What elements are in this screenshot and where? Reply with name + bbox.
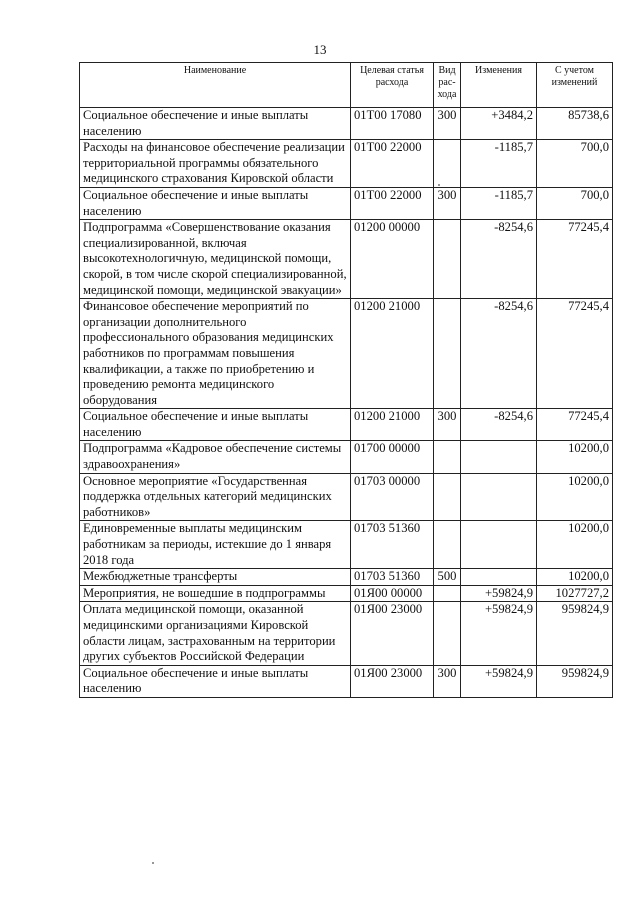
cell-target-article: 01Я00 23000: [351, 665, 434, 697]
scan-speck: [438, 184, 440, 186]
header-total-with-changes: С учетом изменений: [537, 63, 613, 108]
cell-change: -1185,7: [461, 140, 537, 188]
cell-change: -8254,6: [461, 409, 537, 441]
cell-name: Подпрограмма «Кадровое обеспечение системы здравоохранения»: [80, 441, 351, 473]
page-number: 13: [313, 42, 327, 57]
cell-expense-type: [434, 473, 461, 521]
cell-total: 77245,4: [537, 299, 613, 409]
table-row: [80, 441, 613, 473]
table-row: [80, 521, 613, 569]
cell-target-article: 01200 21000: [351, 299, 434, 409]
table-row: [80, 140, 613, 188]
cell-name: Подпрограмма «Совершенствование оказания специализированной, включая высокотехнологичную, медицинской помощи, скорой, в том числе скорой специализированной, медицинской помощи, медицинской эвакуации»: [80, 220, 351, 299]
cell-name: Оплата медицинской помощи, оказанной медицинскими организациями Кировской области лицам, застрахованным на территории других субъектов Российской Федерации: [80, 602, 351, 665]
table-row: [80, 220, 613, 299]
cell-expense-type: 300: [434, 409, 461, 441]
cell-change: +59824,9: [461, 585, 537, 602]
header-target-article: Целевая статья расхода: [351, 63, 434, 108]
cell-expense-type: 300: [434, 108, 461, 140]
cell-expense-type: [434, 299, 461, 409]
cell-change: +59824,9: [461, 665, 537, 697]
header-changes: Изменения: [461, 63, 537, 108]
cell-total: 77245,4: [537, 409, 613, 441]
cell-change: [461, 569, 537, 586]
cell-expense-type: 300: [434, 187, 461, 219]
cell-change: [461, 521, 537, 569]
cell-change: +3484,2: [461, 108, 537, 140]
cell-expense-type: [434, 602, 461, 665]
cell-total: 10200,0: [537, 441, 613, 473]
table-row: [80, 299, 613, 409]
cell-expense-type: 300: [434, 665, 461, 697]
table-row: [80, 108, 613, 140]
cell-expense-type: [434, 441, 461, 473]
cell-target-article: 01Я00 23000: [351, 602, 434, 665]
cell-target-article: 01Я00 00000: [351, 585, 434, 602]
cell-target-article: 01200 21000: [351, 409, 434, 441]
cell-target-article: 01Т00 22000: [351, 187, 434, 219]
scan-speck: [152, 862, 154, 864]
header-name: Наименование: [80, 63, 351, 108]
cell-expense-type: [434, 521, 461, 569]
cell-total: 1027727,2: [537, 585, 613, 602]
cell-name: Единовременные выплаты медицинским работникам за периоды, истекшие до 1 января 2018 года: [80, 521, 351, 569]
cell-expense-type: [434, 220, 461, 299]
table-row: [80, 585, 613, 602]
table-row: [80, 569, 613, 586]
cell-total: 10200,0: [537, 521, 613, 569]
cell-total: 700,0: [537, 140, 613, 188]
cell-change: [461, 441, 537, 473]
budget-changes-table: [79, 62, 613, 698]
cell-name: Социальное обеспечение и иные выплаты населению: [80, 108, 351, 140]
cell-name: Основное мероприятие «Государственная поддержка отдельных категорий медицинских работников»: [80, 473, 351, 521]
cell-total: 10200,0: [537, 473, 613, 521]
table-row: [80, 473, 613, 521]
cell-name: Социальное обеспечение и иные выплаты населению: [80, 665, 351, 697]
table-header-row: [80, 63, 613, 108]
cell-name: Межбюджетные трансферты: [80, 569, 351, 586]
cell-name: Социальное обеспечение и иные выплаты населению: [80, 187, 351, 219]
table-body: [80, 108, 613, 698]
cell-change: -8254,6: [461, 299, 537, 409]
cell-expense-type: [434, 140, 461, 188]
cell-target-article: 01200 00000: [351, 220, 434, 299]
cell-target-article: 01Т00 22000: [351, 140, 434, 188]
cell-expense-type: [434, 585, 461, 602]
cell-expense-type: 500: [434, 569, 461, 586]
cell-total: 77245,4: [537, 220, 613, 299]
cell-change: [461, 473, 537, 521]
cell-total: 85738,6: [537, 108, 613, 140]
cell-target-article: 01700 00000: [351, 441, 434, 473]
cell-total: 959824,9: [537, 602, 613, 665]
table-row: [80, 602, 613, 665]
table-row: [80, 409, 613, 441]
cell-total: 700,0: [537, 187, 613, 219]
header-expense-type: Вид рас-хода: [434, 63, 461, 108]
cell-target-article: 01703 51360: [351, 569, 434, 586]
cell-target-article: 01703 00000: [351, 473, 434, 521]
cell-total: 959824,9: [537, 665, 613, 697]
cell-change: +59824,9: [461, 602, 537, 665]
cell-change: -1185,7: [461, 187, 537, 219]
cell-name: Мероприятия, не вошедшие в подпрограммы: [80, 585, 351, 602]
cell-change: -8254,6: [461, 220, 537, 299]
cell-target-article: 01Т00 17080: [351, 108, 434, 140]
cell-name: Социальное обеспечение и иные выплаты населению: [80, 409, 351, 441]
table-row: [80, 187, 613, 219]
cell-name: Финансовое обеспечение мероприятий по организации дополнительного профессионального образования медицинских работников по программам повышения квалификации, а также по приобретению и проведению ремонта медицинского оборудования: [80, 299, 351, 409]
cell-total: 10200,0: [537, 569, 613, 586]
table-row: [80, 665, 613, 697]
cell-name: Расходы на финансовое обеспечение реализации территориальной программы обязательного медицинского страхования Кировской области: [80, 140, 351, 188]
cell-target-article: 01703 51360: [351, 521, 434, 569]
